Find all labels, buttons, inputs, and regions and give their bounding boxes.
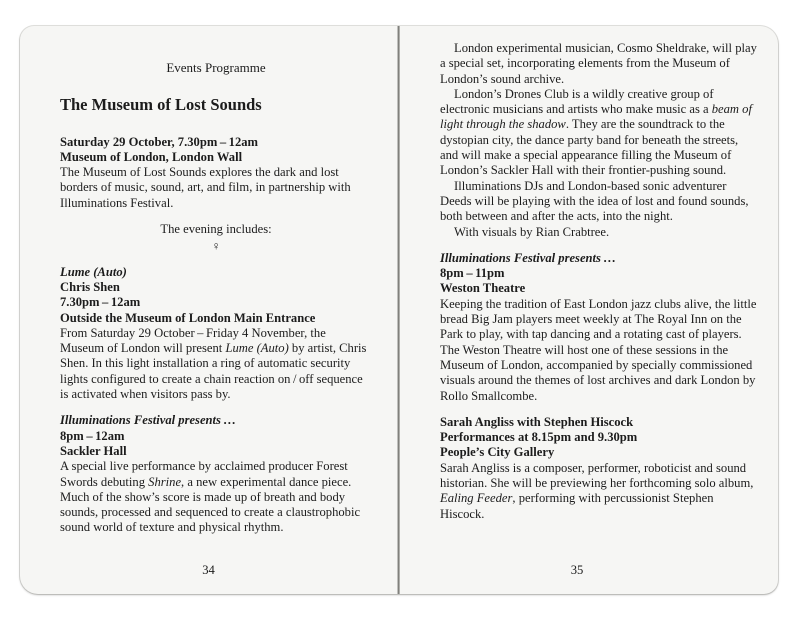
artist-name: Chris Shen	[60, 279, 120, 294]
booklet-spread	[20, 26, 778, 594]
event-description: Keeping the tradition of East London jazz clubs alive, the little bread Big Jam players meet weekly at The Royal Inn on the Park to play, with tap dancing and a rotating cast of players. The Weston Theatre will host one of these sessions in the Museum of London, accompanied by specially commissioned visuals around the themes of lost archives and dark London by Rollo Smallcombe.	[440, 296, 757, 403]
ornament-glyph: ♀	[211, 239, 221, 254]
event-date: Saturday 29 October, 7.30pm – 12am	[60, 134, 259, 149]
event-description: Sarah Angliss is a composer, performer, roboticist and sound historian. She will be previewing her forthcoming solo album, Ealing Feeder, performing with percussionist Stephen Hiscock.	[440, 460, 754, 521]
work-title: Lume (Auto)	[60, 264, 127, 279]
event-description: From Saturday 29 October – Friday 4 November, the Museum of London will present Lume (Auto) by artist, Chris Shen. In this light installation a ring of automatic security lights configured to create a chain reaction on / off sequence is activated when visitors pass by.	[60, 325, 367, 402]
event-description: A special live performance by acclaimed producer Forest Swords debuting Shrine, a new experimental dance piece. Much of the show’s score is made up of breath and body sounds, processed and sequenced to create a claustrophobic sound world of texture and physical rhythm.	[60, 459, 361, 535]
left-page	[20, 26, 397, 594]
paragraph: London experimental musician, Cosmo Sheldrake, will play a special set, incorporating elements from the Museum of London’s sound archive.	[440, 41, 757, 86]
event-title: Sarah Angliss with Stephen Hiscock	[440, 414, 634, 429]
event-time: 7.30pm – 12am	[60, 295, 141, 310]
presenter-line: Illuminations Festival presents …	[440, 250, 617, 265]
event-venue: Sackler Hall	[60, 443, 127, 458]
presenter-line: Illuminations Festival presents …	[60, 413, 237, 428]
running-head: Events Programme	[166, 60, 266, 75]
right-page-content	[440, 41, 758, 522]
event-time: 8pm – 11pm	[440, 266, 505, 281]
event-description: The Museum of Lost Sounds explores the dark and lost borders of music, sound, art, and film, in partnership with Illuminations Festival.	[60, 165, 351, 210]
left-page-content	[60, 60, 372, 536]
page-number: 34	[202, 563, 215, 577]
paragraph: London’s Drones Club is a wildly creative group of electronic musicians and artists who make music as a beam of light through the shadow. They are the soundtrack to the dystopian city, the dance party band for beneath the streets, and will make a special appearance filling the Museum of London’s Sackler Hall with their frontier-pushing sound.	[440, 86, 752, 178]
event-location: Outside the Museum of London Main Entrance	[60, 310, 316, 325]
page-number: 35	[570, 563, 584, 577]
paragraph: Illuminations DJs and London-based sonic adventurer Deeds will be playing with the idea of lost and found sounds, both between and after the acts, into the night.	[440, 178, 749, 224]
right-page	[400, 26, 778, 594]
event-venue: Weston Theatre	[440, 281, 526, 296]
event-times: Performances at 8.15pm and 9.30pm	[440, 430, 638, 445]
evening-includes-label: The evening includes:	[160, 222, 272, 237]
page-title: The Museum of Lost Sounds	[60, 95, 262, 115]
event-venue: People’s City Gallery	[440, 445, 555, 460]
paragraph: With visuals by Rian Crabtree.	[454, 224, 610, 239]
event-venue: Museum of London, London Wall	[60, 149, 243, 164]
event-time: 8pm – 12am	[60, 428, 125, 443]
